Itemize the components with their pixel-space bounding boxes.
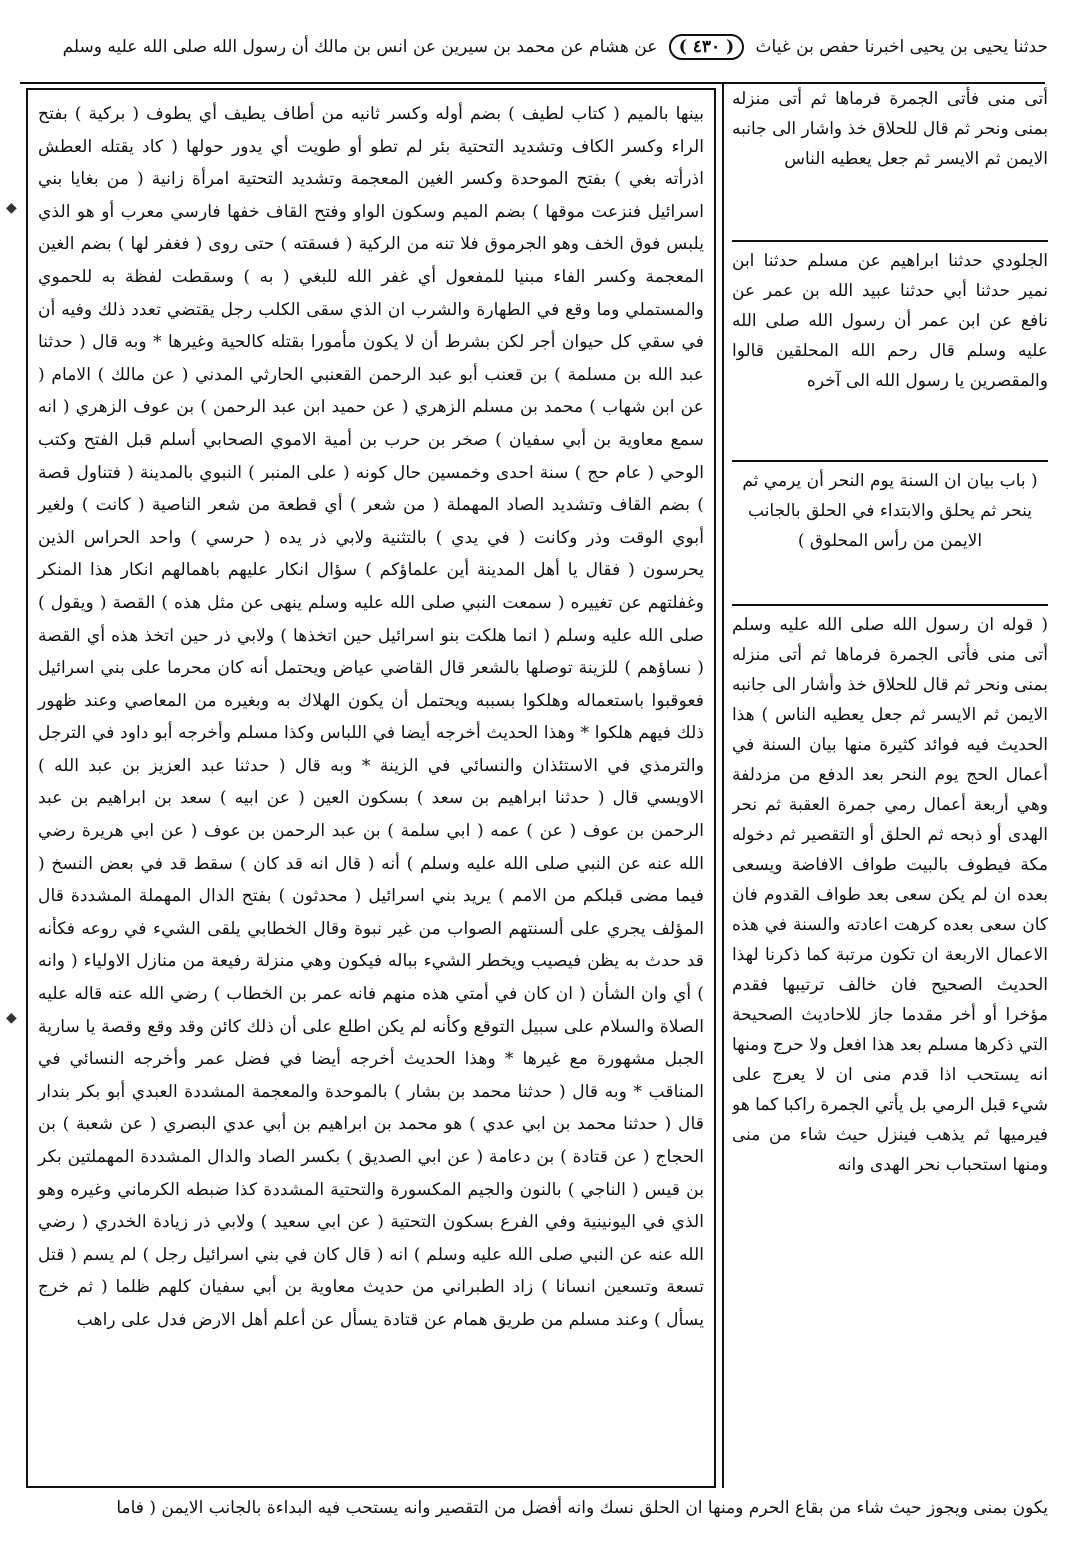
main-commentary-column (26, 88, 716, 1488)
side-chapter-heading (732, 460, 1048, 606)
footer-text: يكون بمنى ويجوز حيث شاء من بقاع الحرم ومنها ان الحلق نسك وانه أفضل من التقصير وانه يستحب فيه البداءة بالجانب الايمن ( فاما (116, 1498, 1048, 1518)
page-footer (18, 1494, 1048, 1554)
column-divider (722, 84, 724, 1488)
side-hadith-text: أتى منى فأتى الجمرة فرماها ثم أتى منزله بمنى ونحر ثم قال للحلاق خذ واشار الى جانبه الايمن ثم الايسر ثم جعل يعطيه الناس (732, 89, 1048, 169)
page-number: ( ٤٣٠ ) (669, 34, 744, 60)
header-text-left: عن هشام عن محمد بن سيرين عن انس بن مالك أن رسول الله صلى الله عليه وسلم (62, 37, 658, 57)
header-text-right: حدثنا يحيى بن يحيى اخبرنا حفص بن غياث (755, 37, 1048, 57)
page-header (18, 34, 1048, 78)
side-hadith-block (732, 84, 1048, 232)
side-isnad-text: الجلودي حدثنا ابراهيم عن مسلم حدثنا ابن نمير حدثنا أبي حدثنا عبيد الله بن عمر عن نافع عن ابن عمر أن رسول الله صلى الله عليه وسلم قال رحم الله المحلقين قالوا والمقصرين يا رسول الله الى آخره (732, 251, 1048, 391)
side-nawawi-commentary (732, 604, 1048, 1494)
side-isnad-block (732, 240, 1048, 456)
main-commentary-text: بينها بالميم ( كتاب لطيف ) بضم أوله وكسر ثانيه من أطاف يطيف أي يطوف ( بركية ) بفتح الراء وكسر الكاف وتشديد التحتية بئر لم تطو أو طويت أي يدور حولها ( كاد يقتله العطش اذرأته بغي ) بفتح الموحدة وكسر الغين المعجمة وتشديد التحتية امرأة زانية ( من بغايا بني اسرائيل فنزعت موقها ) بضم الميم وسكون الواو وفتح القاف خفها فارسي معرب أو هو الذي يلبس فوق الخف وهو الجرموق فلا تنه من الركية ( فسقته ) حتى روى ( فغفر لها ) بضم الغين المعجمة وكسر الفاء مبنيا للمفعول أي غفر الله للبغي ( به ) وسقطت لفظة به للحموي والمستملي وما وقع في الطهارة والشرب ان الذي سقى الكلب رجل يقتضي تعدد ذلك وفيه أن في سقي كل حيوان أجر لكن بشرط أن لا يكون مأمورا بقتله كالحية وغيرها * وبه قال ( حدثنا عبد الله بن مسلمة ) بن قعنب أبو عبد الرحمن القعنبي الحارثي المدني ( عن مالك ) الامام ( عن ابن شهاب ) محمد بن مسلم الزهري ( عن حميد ابن عبد الرحمن ) بن عوف الزهري ( انه سمع معاوية بن أبي سفيان ) صخر بن حرب بن أمية الاموي الصحابي أسلم قبل الفتح وكتب الوحي ( عام حج ) سنة احدى وخمسين حال كونه ( على المنبر ) النبوي بالمدينة ( فتناول قصة ) بضم القاف وتشديد الصاد المهملة ( من شعر ) أي قطعة من شعر الناصية ( كانت ) ولغير أبوي الوقت وذر وكانت ( في يدي ) بالتثنية ولابي ذر يده ( حرسي ) واحد الحراس الذين يحرسون ( فقال يا أهل المدينة أين علماؤكم ) سؤال انكار عليهم باهمالهم انكار هذا المنكر وغفلتهم عن تغييره ( سمعت النبي صلى الله عليه وسلم ينهى عن مثل هذه ) القصة ( ويقول ) صلى الله عليه وسلم ( انما هلكت بنو اسرائيل حين اتخذها ) ولابي ذر حين اتخذ هذه أي القصة ( نساؤهم ) للزينة توصلها بالشعر قال القاضي عياض ويحتمل أنه كان محرما على بني اسرائيل فعوقبوا باستعماله وهلكوا بسببه ويحتمل أن يكون الهلاك به وبغيره من المعاصي وعند ظهور ذلك فيهم هلكوا * وهذا الحديث أخرجه أيضا في اللباس وكذا مسلم وأخرجه أبو داود في الترجل والترمذي في الاستئذان والنسائي في الزينة * وبه قال ( حدثنا عبد العزيز بن عبد الله ) الاويسي قال ( حدثنا ابراهيم بن سعد ) بسكون العين ( عن ابيه ) سعد بن ابراهيم بن عبد الرحمن بن عوف ( عن ) عمه ( ابي سلمة ) بن عبد الرحمن بن عوف ( عن ابي هريرة رضي الله عنه عن النبي صلى الله عليه وسلم ) أنه ( قال انه قد كان ) سقط قد في بعض النسخ ( فيما مضى قبلكم من الامم ) يريد بني اسرائيل ( محدثون ) بفتح الدال المهملة المشددة قال المؤلف يجري على ألسنتهم الصواب من غير نبوة وقال الخطابي يلقى الشيء في روعه فكأنه قد حدث به يظن فيصيب ويخطر الشيء بباله فيكون وهي منزلة رفيعة من منازل الاولياء ( وانه ) أي وان الشأن ( ان كان في أمتي هذه منهم فانه عمر بن الخطاب ) رضي الله عنه قاله عليه الصلاة والسلام على سبيل التوقع وكأنه لم يكن اطلع على أن ذلك كائن وقد وقع وقصة يا سارية الجبل مشهورة مع غيرها * وهذا الحديث أخرجه أيضا في فضل عمر وأخرجه النسائي في المناقب * وبه قال ( حدثنا محمد بن بشار ) بالموحدة والمعجمة المشددة العبدي أبو بكر بندار قال ( حدثنا محمد بن ابي عدي ) هو محمد بن ابراهيم بن أبي عدي البصري ( عن شعبة ) بن الحجاج ( عن قتادة ) بن دعامة ( عن ابي الصديق ) بكسر الصاد والدال المشددة المهملتين بكر بن قيس ( الناجي ) بالنون والجيم المكسورة والتحتية المشددة كذا ضبطه الكرماني وغيره وهو الذي في اليونينية وفي الفرع بسكون التحتية ( عن ابي سعيد ) ولابي ذر زيادة الخدري ( رضي الله عنه عن النبي صلى الله عليه وسلم ) انه ( قال كان في بني اسرائيل رجل ) لم يسم ( قتل تسعة وتسعين انسانا ) زاد الطبراني من حديث معاوية بن أبي سفيان كلهم ظلما ( ثم خرج يسأل ) وعند مسلم من طريق همام عن قتادة يسأل عن أعلم أهل الارض فدل على راهب (38, 104, 705, 1330)
margin-mark: ◆ (6, 200, 17, 216)
nawawi-commentary-text: ( قوله ان رسول الله صلى الله عليه وسلم أتى منى فأتى الجمرة فرماها ثم أتى منزله بمنى ونحر ثم قال للحلاق خذ وأشار الى جانبه الايمن ثم الايسر ثم جعل يعطيه الناس ) هذا الحديث فيه فوائد كثيرة منها بيان السنة في أعمال الحج يوم النحر بعد الدفع من مزدلفة وهي أربعة أعمال رمي جمرة العقبة ثم نحر الهدى أو ذبحه ثم الحلق أو التقصير ثم دخوله مكة فيطوف بالبيت طواف الافاضة ويسعى بعده ان لم يكن سعى بعد طواف القدوم فان كان سعى بعده كرهت اعادته والسنة في هذه الاعمال الاربعة ان تكون مرتبة كما ذكرنا لهذا الحديث الصحيح فان خالف ترتيبها فقدم مؤخرا أو أخر مقدما جاز للاحاديث الصحيحة التي ذكرها مسلم بعد هذا افعل ولا حرج ومنها انه يستحب اذا قدم منى ان لا يعرج على شيء قبل الرمي بل يأتي الجمرة راكبا كما هو فيرميها ثم يذهب فينزل حيث شاء من منى ومنها استحباب نحر الهدى وانه (732, 615, 1048, 1175)
margin-mark: ◆ (6, 1010, 17, 1026)
chapter-heading-text: ( باب بيان ان السنة يوم النحر أن يرمي ثم ينحر ثم يحلق والابتداء في الحلق بالجانب الايمن من رأس المحلوق ) (742, 471, 1038, 551)
